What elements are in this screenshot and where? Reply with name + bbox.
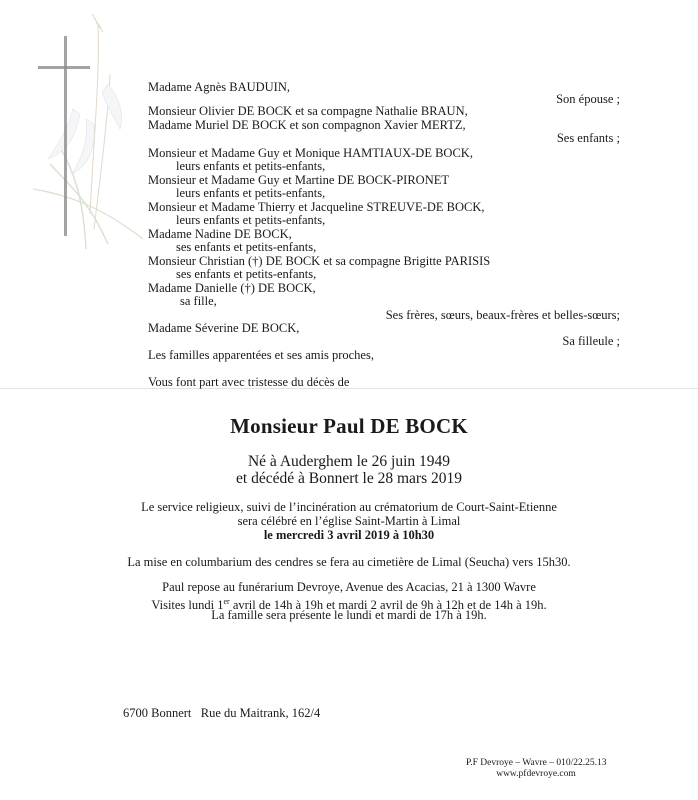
birth-line: Né à Auderghem le 26 juin 1949 [247,453,451,470]
wife-name: Madame Agnès BAUDUIN, [148,80,290,94]
sibling-4: Madame Nadine DE BOCK, [148,227,292,241]
home-address: 6700 Bonnert Rue du Maitrank, 162/4 [123,706,321,720]
service-line-2: sera célébré en l’église Saint-Martin à Limal [237,514,461,528]
sibling-1: Monsieur et Madame Guy et Monique HAMTIAUX-DE BOCK, [148,146,473,160]
siblings-role: Ses frères, sœurs, beaux-frères et belles-sœurs; [385,308,620,322]
children-role: Ses enfants ; [556,131,620,145]
funeral-home-line-1: P.F Devroye – Wavre – 010/22.25.13 [466,758,607,768]
sibling-3-sub: leurs enfants et petits-enfants, [176,213,326,227]
sibling-4-sub: ses enfants et petits-enfants, [176,240,317,254]
repose-line: Paul repose au funérarium Devroye, Avenue des Acacias, 21 à 1300 Wavre [162,580,536,594]
sibling-2-sub: leurs enfants et petits-enfants, [176,186,326,200]
visits-sup: er [223,597,230,606]
sibling-6-sub: sa fille, [180,294,217,308]
death-line: et décédé à Bonnert le 28 mars 2019 [236,470,462,487]
sibling-6: Madame Danielle (†) DE BOCK, [148,281,316,295]
sibling-2: Monsieur et Madame Guy et Martine DE BOCK-PIRONET [148,173,449,187]
visits-text-b: avril de 14h à 19h et mardi 2 avril de 9h à 12h et de 14h à 19h. [229,598,547,613]
service-date: le mercredi 3 avril 2019 à 10h30 [263,528,435,542]
cross-lily-illustration [28,14,148,254]
service-line-1: Le service religieux, suivi de l’incinération au crématorium de Court-Saint-Etienne [141,500,557,514]
announce-line: Vous font part avec tristesse du décès de [148,375,350,389]
child-2: Madame Muriel DE BOCK et son compagnon Xavier MERTZ, [148,118,466,132]
deceased-name: Monsieur Paul DE BOCK [230,414,468,438]
child-1: Monsieur Olivier DE BOCK et sa compagne Nathalie BRAUN, [148,104,468,118]
sibling-5: Monsieur Christian (†) DE BOCK et sa compagne Brigitte PARISIS [148,254,491,268]
columbarium-line: La mise en columbarium des cendres se fera au cimetière de Limal (Seucha) vers 15h30. [127,555,571,569]
visits-text-a: Visites lundi 1 [151,598,224,613]
funeral-home-website: www.pfdevroye.com [496,769,576,779]
wife-role: Son épouse ; [556,92,620,106]
sibling-3: Monsieur et Madame Thierry et Jacqueline STREUVE-DE BOCK, [148,200,485,214]
sibling-1-sub: leurs enfants et petits-enfants, [176,159,326,173]
goddaughter-name: Madame Séverine DE BOCK, [148,321,300,335]
family-present-line: La famille sera présente le lundi et mardi de 17h à 19h. [211,608,487,622]
goddaughter-role: Sa filleule ; [562,334,620,348]
sibling-5-sub: ses enfants et petits-enfants, [176,267,317,281]
relatives-line: Les familles apparentées et ses amis proches, [148,348,374,362]
